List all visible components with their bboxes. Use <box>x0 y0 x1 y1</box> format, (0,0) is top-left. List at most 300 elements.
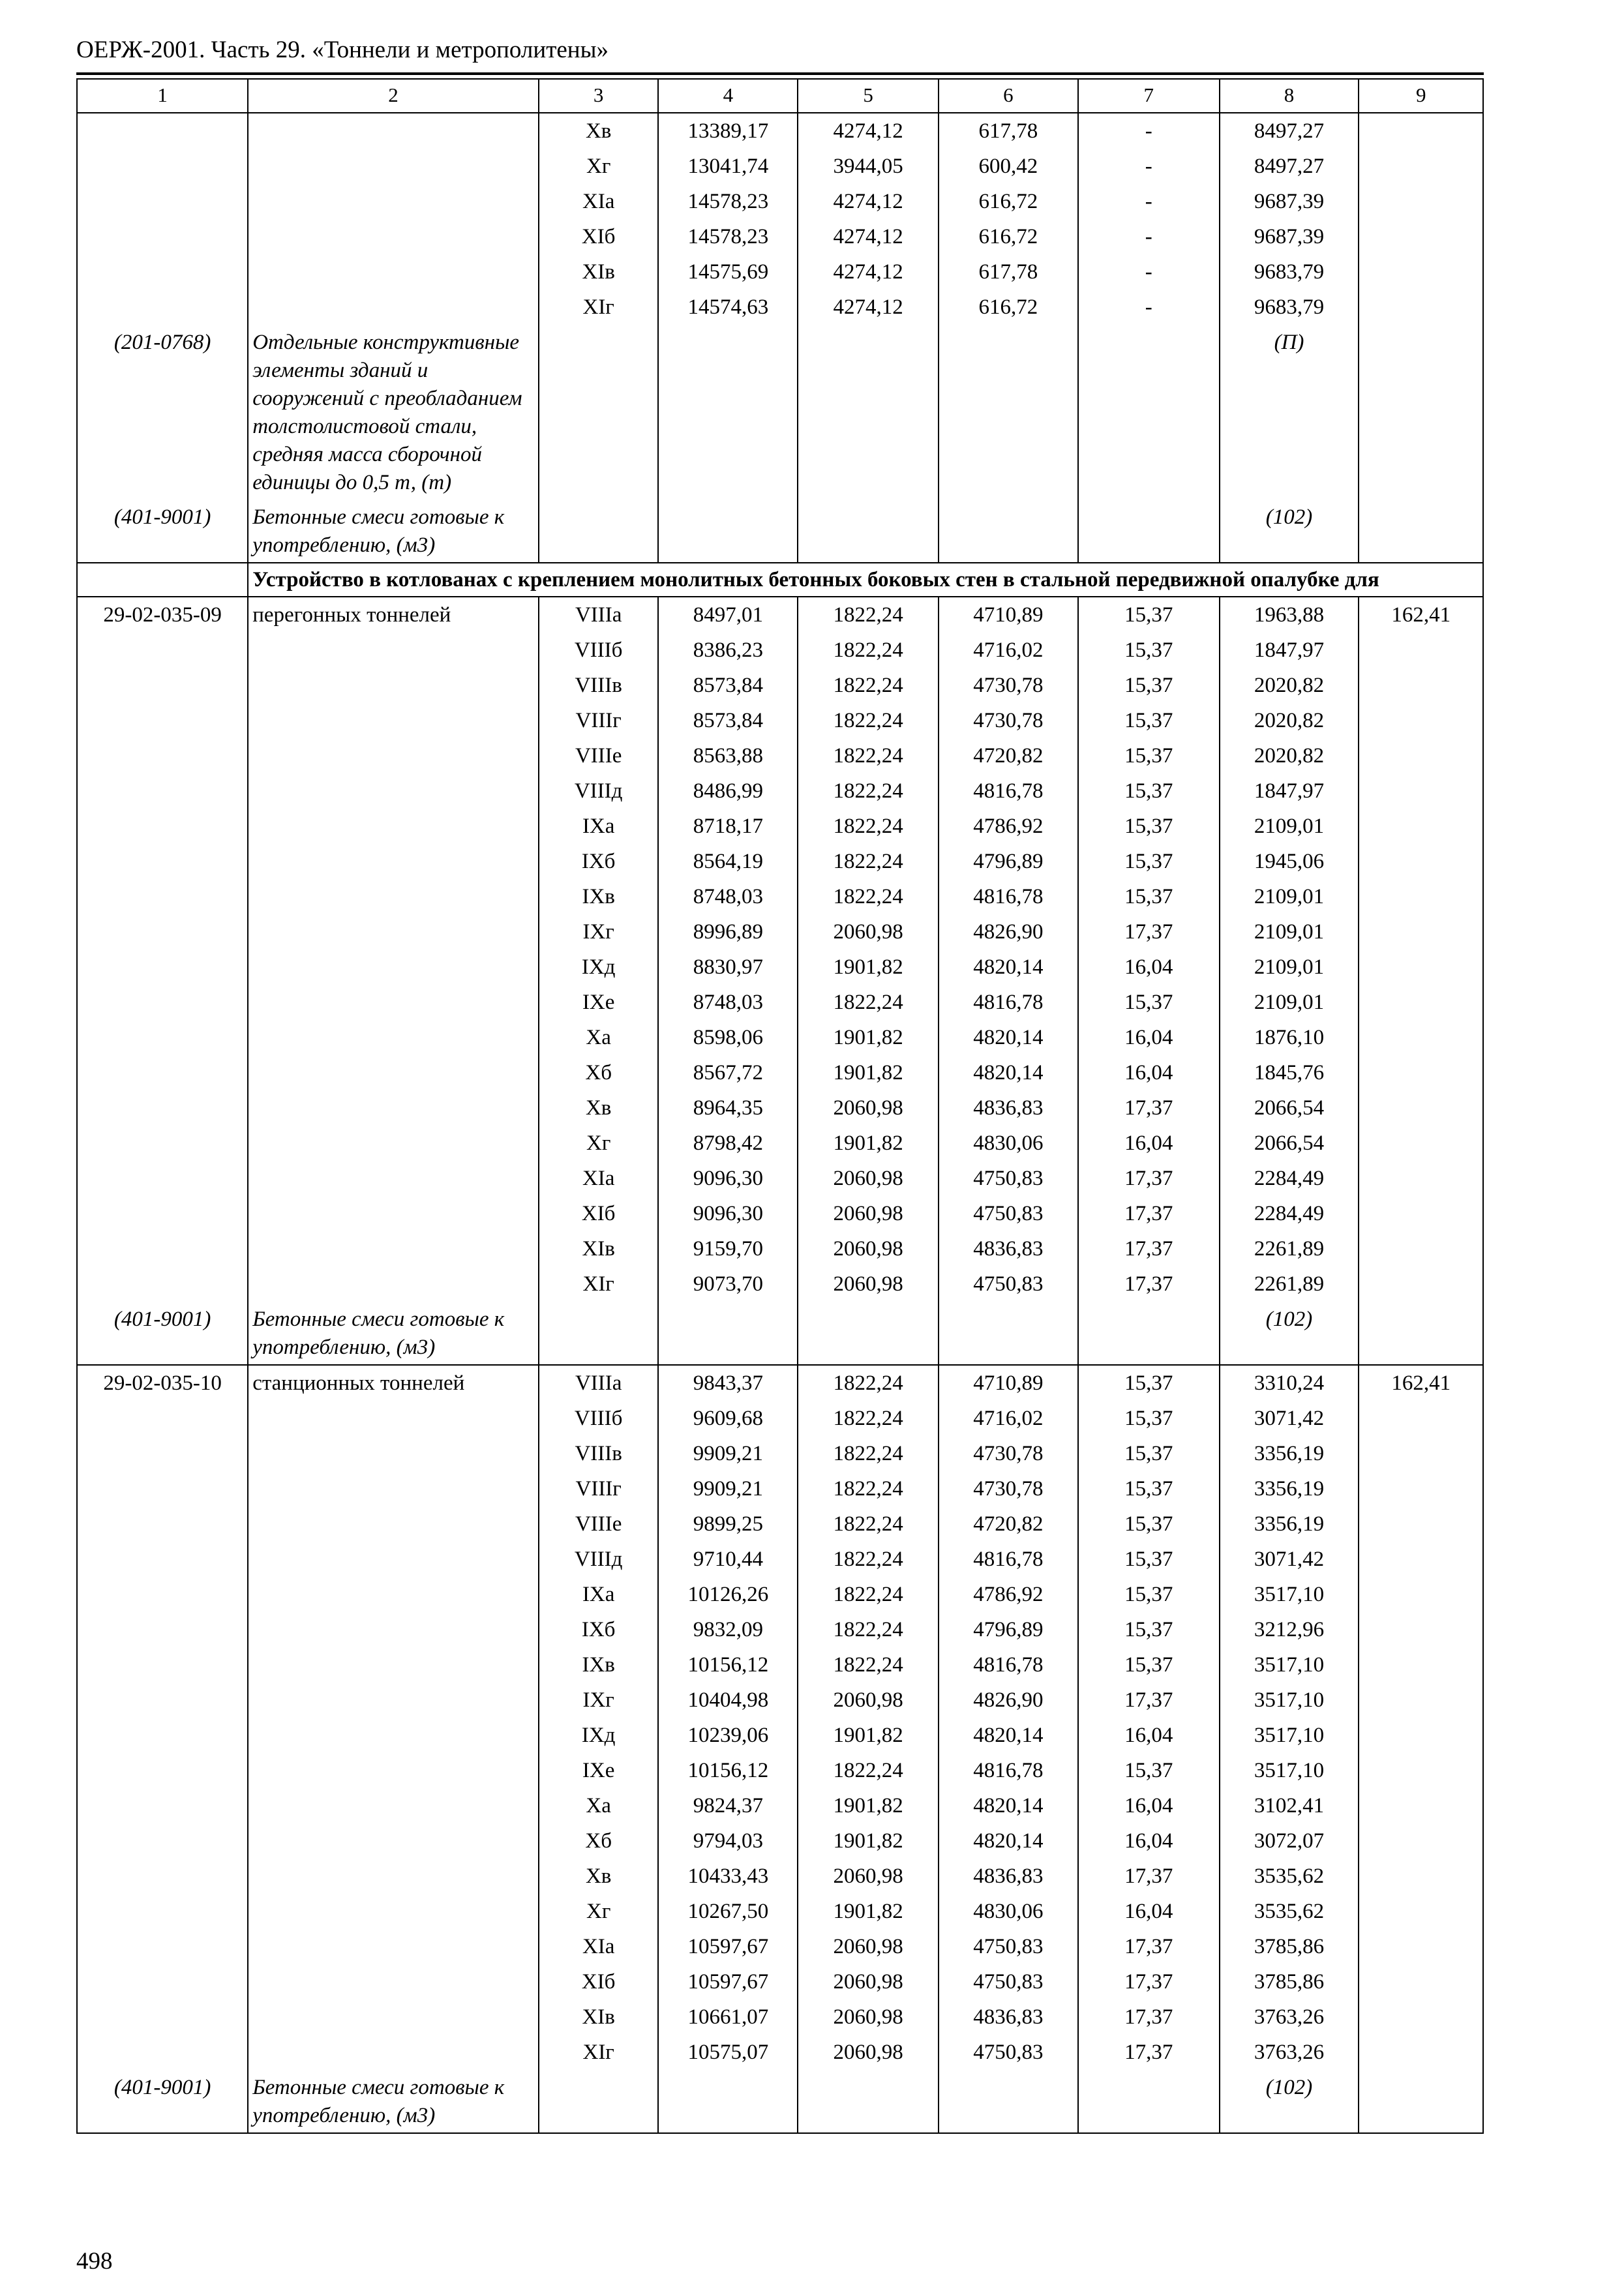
resource-row <box>77 1302 1483 1365</box>
table-cell-col8: 3310,24 <box>1220 1365 1359 1401</box>
table-cell-col7: - <box>1078 149 1220 184</box>
table-cell-type: Хб <box>539 1055 659 1090</box>
table-cell <box>77 563 248 597</box>
table-cell-col4: 10404,98 <box>658 1683 798 1718</box>
table-cell <box>1359 325 1483 500</box>
table-cell-type: IХд <box>539 1718 659 1753</box>
table-cell <box>77 113 248 149</box>
table-cell-col4: 8486,99 <box>658 773 798 809</box>
table-cell <box>1359 879 1483 914</box>
table-cell-col4: 8563,88 <box>658 738 798 773</box>
table-cell-col5: 2060,98 <box>798 1161 939 1196</box>
table-header-row <box>77 79 1483 113</box>
table-cell <box>1359 184 1483 219</box>
table-row <box>77 1401 1483 1436</box>
table-row <box>77 1964 1483 1999</box>
table-row <box>77 1196 1483 1231</box>
table-cell-col6: 4750,83 <box>939 1196 1078 1231</box>
table-cell-col8: 9687,39 <box>1220 219 1359 254</box>
table-cell-type: ХIб <box>539 219 659 254</box>
table-cell <box>1359 668 1483 703</box>
table-cell-col6: 4820,14 <box>939 1823 1078 1859</box>
table-cell <box>77 1577 248 1612</box>
table-cell-col4: 8567,72 <box>658 1055 798 1090</box>
table-cell-col5: 2060,98 <box>798 1683 939 1718</box>
table-cell <box>248 1718 539 1753</box>
table-cell-col5: 1822,24 <box>798 1365 939 1401</box>
table-cell <box>248 1090 539 1126</box>
table-cell-col5: 1822,24 <box>798 773 939 809</box>
table-cell-col4: 13041,74 <box>658 149 798 184</box>
table-cell <box>248 1964 539 1999</box>
table-cell <box>248 2035 539 2070</box>
table-cell-type: Хб <box>539 1823 659 1859</box>
table-cell-col5: 1822,24 <box>798 1401 939 1436</box>
table-cell <box>248 809 539 844</box>
table-cell-col6: 4826,90 <box>939 1683 1078 1718</box>
table-cell <box>248 1161 539 1196</box>
table-cell <box>1359 1788 1483 1823</box>
table-cell <box>248 1542 539 1577</box>
table-row <box>77 668 1483 703</box>
table-row <box>77 184 1483 219</box>
table-cell-col7: 15,37 <box>1078 985 1220 1020</box>
table-cell <box>77 1020 248 1055</box>
table-cell <box>658 1302 798 1365</box>
table-cell-col6: 4716,02 <box>939 1401 1078 1436</box>
table-cell <box>1359 500 1483 563</box>
table-cell-col6: 4796,89 <box>939 844 1078 879</box>
table-cell-col5: 2060,98 <box>798 1999 939 2035</box>
table-cell-col8: 3763,26 <box>1220 2035 1359 2070</box>
page-title: ОЕРЖ-2001. Часть 29. «Тоннели и метрополитены» <box>76 37 609 63</box>
table-row <box>77 1823 1483 1859</box>
table-cell <box>1359 1196 1483 1231</box>
table-cell <box>539 325 659 500</box>
table-cell <box>1359 1718 1483 1753</box>
table-cell <box>1078 1302 1220 1365</box>
table-cell-col8: 3535,62 <box>1220 1859 1359 1894</box>
table-cell-type: ХIв <box>539 1999 659 2035</box>
table-cell <box>77 1647 248 1683</box>
table-cell-col5: 1822,24 <box>798 597 939 633</box>
table-row <box>77 1683 1483 1718</box>
table-cell <box>77 290 248 325</box>
table-cell <box>1359 2035 1483 2070</box>
table-row <box>77 703 1483 738</box>
resource-code: (401-9001) <box>77 2070 248 2133</box>
table-cell-col7: 16,04 <box>1078 1823 1220 1859</box>
table-cell-col7: 17,37 <box>1078 914 1220 950</box>
resource-col8: (102) <box>1220 2070 1359 2133</box>
table-cell-col6: 4816,78 <box>939 1647 1078 1683</box>
table-cell <box>77 1401 248 1436</box>
table-row <box>77 844 1483 879</box>
table-cell-col4: 10267,50 <box>658 1894 798 1929</box>
table-cell-col9: 162,41 <box>1359 1365 1483 1401</box>
table-cell-col5: 1901,82 <box>798 1126 939 1161</box>
table-cell-type: IХв <box>539 1647 659 1683</box>
table-cell <box>77 985 248 1020</box>
table-cell-col6: 4820,14 <box>939 1020 1078 1055</box>
table-cell <box>248 149 539 184</box>
table-cell <box>77 1999 248 2035</box>
table-cell <box>1359 1090 1483 1126</box>
table-cell-col5: 1822,24 <box>798 1542 939 1577</box>
table-cell <box>77 703 248 738</box>
table-cell <box>77 1090 248 1126</box>
table-cell-col7: 15,37 <box>1078 773 1220 809</box>
table-cell-col5: 4274,12 <box>798 113 939 149</box>
table-cell-type: VIIIд <box>539 1542 659 1577</box>
table-cell <box>1078 2070 1220 2133</box>
table-cell <box>248 1401 539 1436</box>
table-cell-col8: 3517,10 <box>1220 1647 1359 1683</box>
table-cell <box>939 325 1078 500</box>
table-cell-col4: 10597,67 <box>658 1964 798 1999</box>
table-cell-col7: 15,37 <box>1078 1542 1220 1577</box>
table-cell <box>1359 113 1483 149</box>
table-cell <box>77 1196 248 1231</box>
table-cell-col8: 2066,54 <box>1220 1126 1359 1161</box>
resource-col8: (102) <box>1220 500 1359 563</box>
table-cell-col5: 4274,12 <box>798 184 939 219</box>
table-cell <box>658 500 798 563</box>
table-cell <box>248 1436 539 1471</box>
table-cell-col4: 10661,07 <box>658 1999 798 2035</box>
table-cell-col7: - <box>1078 290 1220 325</box>
table-row <box>77 1231 1483 1266</box>
table-cell-type: IХа <box>539 809 659 844</box>
table-cell-col6: 4836,83 <box>939 1999 1078 2035</box>
table-cell-col7: 17,37 <box>1078 1859 1220 1894</box>
table-cell-type: ХIв <box>539 254 659 290</box>
table-cell <box>539 1302 659 1365</box>
table-row <box>77 1126 1483 1161</box>
table-cell-col4: 8798,42 <box>658 1126 798 1161</box>
table-cell-col4: 14578,23 <box>658 184 798 219</box>
table-cell <box>1359 1964 1483 1999</box>
table-row <box>77 1788 1483 1823</box>
table-cell <box>77 1894 248 1929</box>
table-cell <box>77 950 248 985</box>
table-cell <box>1359 950 1483 985</box>
table-cell <box>77 1436 248 1471</box>
table-cell-col9: 162,41 <box>1359 597 1483 633</box>
table-cell-type: IХг <box>539 1683 659 1718</box>
table-cell-col6: 4820,14 <box>939 950 1078 985</box>
table-cell-col4: 8830,97 <box>658 950 798 985</box>
table-cell-col8: 3212,96 <box>1220 1612 1359 1647</box>
table-cell <box>77 738 248 773</box>
table-cell <box>248 703 539 738</box>
table-cell-col4: 10156,12 <box>658 1753 798 1788</box>
table-cell-col4: 14575,69 <box>658 254 798 290</box>
table-cell-type: Ха <box>539 1020 659 1055</box>
table-row <box>77 1471 1483 1506</box>
table-cell-col6: 4816,78 <box>939 1542 1078 1577</box>
table-cell <box>248 1266 539 1302</box>
table-cell-col7: 15,37 <box>1078 633 1220 668</box>
norm-code: 29-02-035-10 <box>77 1365 248 1401</box>
table-cell-col7: 16,04 <box>1078 1894 1220 1929</box>
table-cell-col4: 8748,03 <box>658 985 798 1020</box>
table-cell <box>658 325 798 500</box>
table-cell-col5: 1822,24 <box>798 809 939 844</box>
table-cell-col5: 1901,82 <box>798 1055 939 1090</box>
table-cell-type: ХIа <box>539 1161 659 1196</box>
table-row <box>77 597 1483 633</box>
table-cell-type: VIIIе <box>539 738 659 773</box>
table-cell-type: VIIIа <box>539 597 659 633</box>
table-cell-col4: 10575,07 <box>658 2035 798 2070</box>
table-row <box>77 1020 1483 1055</box>
table-cell-col6: 4750,83 <box>939 1161 1078 1196</box>
table-cell <box>1359 1612 1483 1647</box>
table-cell-type: VIIIб <box>539 1401 659 1436</box>
table-cell-col7: 15,37 <box>1078 1365 1220 1401</box>
table-cell-col4: 10433,43 <box>658 1859 798 1894</box>
table-cell-col5: 2060,98 <box>798 1929 939 1964</box>
table-cell-col7: - <box>1078 184 1220 219</box>
table-row <box>77 1753 1483 1788</box>
table-cell <box>798 325 939 500</box>
table-cell-col4: 10597,67 <box>658 1929 798 1964</box>
table-row <box>77 1718 1483 1753</box>
table-cell-col4: 8564,19 <box>658 844 798 879</box>
resource-row <box>77 2070 1483 2133</box>
table-cell-col5: 2060,98 <box>798 914 939 950</box>
table-cell <box>248 219 539 254</box>
table-cell-type: IХа <box>539 1577 659 1612</box>
table-cell <box>77 1126 248 1161</box>
table-cell-col4: 9794,03 <box>658 1823 798 1859</box>
table-cell-col6: 4836,83 <box>939 1231 1078 1266</box>
table-cell <box>248 1683 539 1718</box>
table-cell <box>77 1823 248 1859</box>
table-cell <box>248 1823 539 1859</box>
table-cell-col5: 4274,12 <box>798 254 939 290</box>
table-cell-col4: 8748,03 <box>658 879 798 914</box>
table-cell-col8: 2109,01 <box>1220 879 1359 914</box>
table-cell-col8: 2261,89 <box>1220 1231 1359 1266</box>
table-cell <box>248 1020 539 1055</box>
table-cell-col4: 9909,21 <box>658 1471 798 1506</box>
table-cell <box>939 1302 1078 1365</box>
table-cell-type: Хг <box>539 1126 659 1161</box>
table-cell <box>1359 633 1483 668</box>
table-cell-col6: 4830,06 <box>939 1894 1078 1929</box>
table-cell-col7: 15,37 <box>1078 1753 1220 1788</box>
table-cell-type: IХг <box>539 914 659 950</box>
table-cell-col6: 4816,78 <box>939 1753 1078 1788</box>
table-cell <box>248 184 539 219</box>
table-cell-col6: 4730,78 <box>939 668 1078 703</box>
table-cell <box>1359 1266 1483 1302</box>
table-row <box>77 809 1483 844</box>
table-row <box>77 879 1483 914</box>
table-cell-col7: 15,37 <box>1078 1612 1220 1647</box>
table-row <box>77 290 1483 325</box>
table-cell <box>248 1506 539 1542</box>
table-row <box>77 914 1483 950</box>
table-cell-col8: 9683,79 <box>1220 290 1359 325</box>
table-cell-col7: 15,37 <box>1078 879 1220 914</box>
table-cell-col4: 13389,17 <box>658 113 798 149</box>
table-cell-col6: 617,78 <box>939 254 1078 290</box>
table-cell <box>539 2070 659 2133</box>
table-cell-col5: 2060,98 <box>798 1231 939 1266</box>
table-cell-col4: 8598,06 <box>658 1020 798 1055</box>
table-cell <box>1359 1647 1483 1683</box>
table-cell <box>77 1231 248 1266</box>
table-cell <box>1359 985 1483 1020</box>
table-cell-col8: 3517,10 <box>1220 1577 1359 1612</box>
table-cell-col5: 1822,24 <box>798 1436 939 1471</box>
table-row <box>77 1612 1483 1647</box>
table-cell <box>77 184 248 219</box>
table-cell-col5: 1822,24 <box>798 879 939 914</box>
table-cell <box>1359 1401 1483 1436</box>
table-row <box>77 1999 1483 2035</box>
table-cell-col8: 3785,86 <box>1220 1964 1359 1999</box>
table-cell <box>1359 1126 1483 1161</box>
table-cell <box>1359 703 1483 738</box>
table-cell-col8: 3356,19 <box>1220 1436 1359 1471</box>
column-header: 8 <box>1220 79 1359 113</box>
table-cell-type: IХе <box>539 985 659 1020</box>
table-cell-col5: 1822,24 <box>798 703 939 738</box>
table-cell-col8: 1945,06 <box>1220 844 1359 879</box>
table-cell-col5: 1822,24 <box>798 1506 939 1542</box>
table-row <box>77 1090 1483 1126</box>
table-cell-col5: 2060,98 <box>798 1196 939 1231</box>
section-title: Устройство в котлованах с креплением монолитных бетонных боковых стен в стальной передвижной опалубке для <box>248 563 1483 597</box>
table-cell-col6: 4750,83 <box>939 2035 1078 2070</box>
table-cell-col8: 8497,27 <box>1220 113 1359 149</box>
table-row <box>77 950 1483 985</box>
table-cell-col7: 17,37 <box>1078 1929 1220 1964</box>
table-cell-type: ХIб <box>539 1196 659 1231</box>
table-cell <box>1078 325 1220 500</box>
table-cell <box>248 985 539 1020</box>
table-cell-col8: 3072,07 <box>1220 1823 1359 1859</box>
table-header <box>77 79 1483 113</box>
table-cell <box>248 113 539 149</box>
resource-code: (201-0768) <box>77 325 248 500</box>
table-cell <box>1359 149 1483 184</box>
table-cell-col6: 4730,78 <box>939 1436 1078 1471</box>
table-cell <box>248 879 539 914</box>
table-cell-col4: 8573,84 <box>658 703 798 738</box>
table-cell-type: ХIг <box>539 1266 659 1302</box>
table-cell <box>1359 738 1483 773</box>
table-cell <box>1359 844 1483 879</box>
table-row <box>77 1577 1483 1612</box>
table-cell-col4: 9073,70 <box>658 1266 798 1302</box>
table-cell-col8: 2066,54 <box>1220 1090 1359 1126</box>
table-cell-type: Хв <box>539 1859 659 1894</box>
table-cell-col7: 17,37 <box>1078 1999 1220 2035</box>
table-row <box>77 1859 1483 1894</box>
table-cell-type: ХIа <box>539 184 659 219</box>
page-number: 498 <box>76 2248 113 2275</box>
table-cell-type: ХIг <box>539 2035 659 2070</box>
table-cell <box>1359 254 1483 290</box>
table-cell-col8: 2261,89 <box>1220 1266 1359 1302</box>
table-row <box>77 1266 1483 1302</box>
table-cell <box>1359 219 1483 254</box>
column-header: 5 <box>798 79 939 113</box>
table-cell-col8: 1876,10 <box>1220 1020 1359 1055</box>
table-cell <box>77 1266 248 1302</box>
table-cell <box>939 2070 1078 2133</box>
table-cell <box>1359 1683 1483 1718</box>
table-cell <box>77 1542 248 1577</box>
table-cell <box>248 1929 539 1964</box>
table-cell-col8: 9683,79 <box>1220 254 1359 290</box>
table-cell-col6: 4750,83 <box>939 1929 1078 1964</box>
table-cell-col8: 3356,19 <box>1220 1506 1359 1542</box>
table-cell-col8: 3071,42 <box>1220 1542 1359 1577</box>
table-row <box>77 773 1483 809</box>
table-cell-col8: 3535,62 <box>1220 1894 1359 1929</box>
table-cell <box>248 914 539 950</box>
table-cell-type: Хв <box>539 1090 659 1126</box>
table-cell-col7: 16,04 <box>1078 1055 1220 1090</box>
table-cell-col6: 4710,89 <box>939 597 1078 633</box>
table-row <box>77 985 1483 1020</box>
table-cell <box>1359 1753 1483 1788</box>
resource-col8: (П) <box>1220 325 1359 500</box>
table-row <box>77 1647 1483 1683</box>
table-cell-type: VIIIг <box>539 1471 659 1506</box>
table-cell-col6: 4750,83 <box>939 1266 1078 1302</box>
table-cell-col7: 17,37 <box>1078 2035 1220 2070</box>
table-cell-col7: 15,37 <box>1078 1647 1220 1683</box>
table-cell-col7: - <box>1078 254 1220 290</box>
table-cell-col7: 17,37 <box>1078 1266 1220 1302</box>
table-cell-col8: 3785,86 <box>1220 1929 1359 1964</box>
table-cell-col6: 4836,83 <box>939 1090 1078 1126</box>
table-cell-col8: 3517,10 <box>1220 1718 1359 1753</box>
table-cell-col4: 9609,68 <box>658 1401 798 1436</box>
table-cell <box>77 1506 248 1542</box>
table-cell-col7: 15,37 <box>1078 738 1220 773</box>
table-cell-col4: 9710,44 <box>658 1542 798 1577</box>
table-row <box>77 1894 1483 1929</box>
table-cell <box>77 1718 248 1753</box>
table-cell-col6: 4816,78 <box>939 773 1078 809</box>
table-cell-type: IХб <box>539 1612 659 1647</box>
table-cell <box>1359 1859 1483 1894</box>
table-cell-col8: 3356,19 <box>1220 1471 1359 1506</box>
table-cell <box>77 914 248 950</box>
resource-code: (401-9001) <box>77 500 248 563</box>
table-cell-col6: 4820,14 <box>939 1055 1078 1090</box>
table-cell-col5: 2060,98 <box>798 1090 939 1126</box>
table-cell-col4: 9832,09 <box>658 1612 798 1647</box>
table-cell-col6: 4826,90 <box>939 914 1078 950</box>
table-cell-col6: 4830,06 <box>939 1126 1078 1161</box>
table-cell-col4: 8573,84 <box>658 668 798 703</box>
table-cell-type: VIIIв <box>539 1436 659 1471</box>
table-cell-col7: 17,37 <box>1078 1196 1220 1231</box>
table-cell-col5: 1822,24 <box>798 1647 939 1683</box>
table-cell <box>77 1753 248 1788</box>
table-cell <box>77 879 248 914</box>
table-cell <box>77 219 248 254</box>
